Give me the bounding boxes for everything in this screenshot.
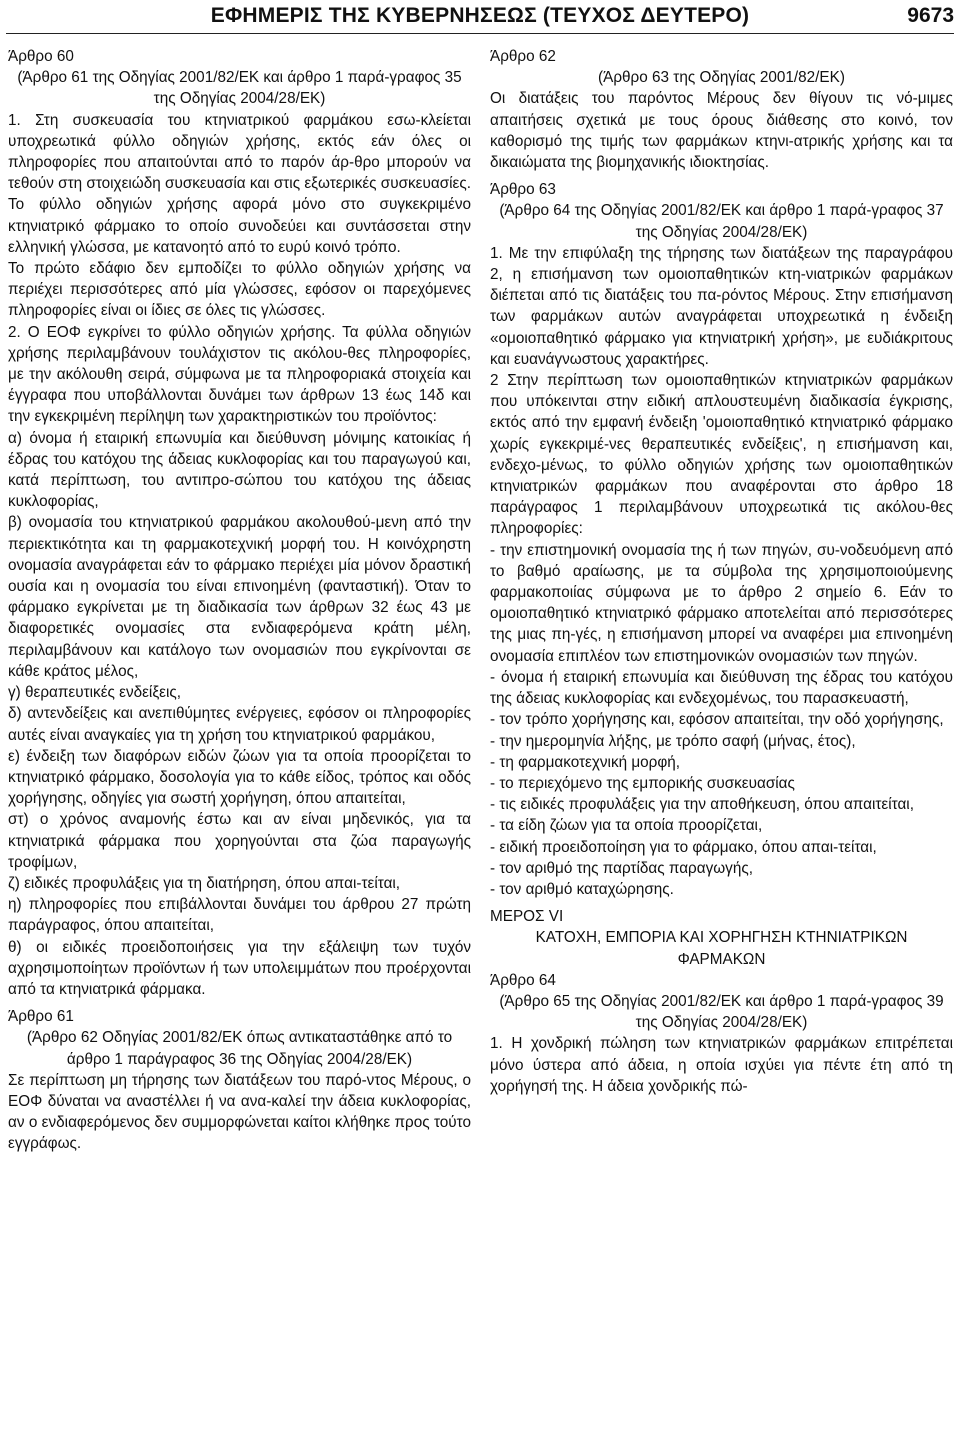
article-60-item-th: θ) οι ειδικές προειδοποιήσεις για την εξάλειψη των τυχόν αχρησιμοποίητων προϊόντων ή των υπολειμμάτων που προέρχονται από τα κτηνιατρικά φάρμακα. (8, 938, 471, 998)
article-63-item-11: - τον αριθμό καταχώρησης. (490, 880, 674, 898)
article-63-item-4: - την ημερομηνία λήξης, με τρόπο σαφή (μήνας, έτος), (490, 732, 856, 750)
article-62-reference: (Άρθρο 63 της Οδηγίας 2001/82/ΕΚ) (598, 69, 845, 87)
page-number: 9673 (907, 4, 954, 27)
article-63-item-3: - τον τρόπο χορήγησης και, εφόσον απαιτείται, την οδό χορήγησης, (490, 711, 944, 729)
article-63-reference: (Άρθρο 64 της Οδηγίας 2001/82/ΕΚ και άρθρο 1 παρά-γραφος 37 της Οδηγίας 2004/28/ΕΚ) (499, 202, 944, 241)
article-64-paragraph-1: 1. Η χονδρική πώληση των κτηνιατρικών φαρμάκων επιτρέπεται μόνο ύστερα από άδεια, η οποία ισχύει για πέντε έτη από τη χορήγησή της. Η άδεια χονδρικής πώ- (490, 1035, 953, 1095)
article-61-title: Άρθρο 61 (8, 1008, 74, 1026)
article-60-paragraph-2: Το πρώτο εδάφιο δεν εμποδίζει το φύλλο οδηγιών χρήσης να περιέχει περισσότερες από μία γλώσσες, εφόσον οι παρεχόμενες πληροφορίες είναι οι ίδιες σε όλες τις γλώσσες. (8, 260, 471, 320)
article-63-item-6: - το περιεχόμενο της εμπορικής συσκευασίας (490, 774, 795, 792)
article-62-title: Άρθρο 62 (490, 48, 556, 65)
article-63-title: Άρθρο 63 (490, 181, 556, 199)
article-62-paragraph-1: Οι διατάξεις του παρόντος Μέρους δεν θίγουν τις νό-μιμες απαιτήσεις σχετικά με τους όρους διάθεσης στο κοινό, τον καθορισμό της τιμής των φαρμάκων κτηνι-ατρικής χρήσης και τα δικαιώματα της βιομηχανικής ιδιοκτησίας. (490, 90, 953, 172)
article-63-item-7: - τις ειδικές προφυλάξεις για την αποθήκευση, όπου απαιτείται, (490, 796, 914, 814)
left-column (8, 46, 471, 1426)
article-63-item-9: - ειδική προειδοποίηση για το φάρμακο, όπου απαι-τείται, (490, 838, 877, 856)
article-60-item-d: δ) αντενδείξεις και ανεπιθύμητες ενέργειες, εφόσον οι πληροφορίες αυτές είναι αναγκαίες για τη χρήση του κτηνιατρικού φαρμάκου, (8, 705, 471, 744)
part-vi-title: ΜΕΡΟΣ VI (490, 908, 564, 926)
article-63-item-5: - τη φαρμακοτεχνική μορφή, (490, 753, 681, 771)
right-column (490, 46, 953, 1426)
article-60-item-e: ε) ένδειξη των διαφόρων ειδών ζώων για τα οποία προορίζεται το κτηνιατρικό φάρμακο, δοσολογία για το κάθε είδος, τρόπος και οδός χορήγησης, οδηγίες για σωστή χορήγηση, όπου απαιτείται, (8, 747, 471, 808)
article-60-paragraph-3: 2. Ο ΕΟΦ εγκρίνει το φύλλο οδηγιών χρήσης. Τα φύλλα οδηγιών χρήσης περιλαμβάνουν τουλάχιστον τις ακόλου-θες πληροφορίες, με την ακόλουθη σειρά, σύμφωνα με τα πληροφοριακά στοιχεία και έγγραφα που υποβάλλονται δυνάμει των άρθρων 13 έως 14δ και την εγκεκριμένη περίληψη των χαρακτηριστικών του προϊόντος: (8, 323, 471, 426)
article-60-item-c: γ) θεραπευτικές ενδείξεις, (8, 684, 182, 702)
article-63-paragraph-2: 2 Στην περίπτωση των ομοιοπαθητικών κτηνιατρικών φαρμάκων που υπόκεινται στην ειδική απλουστευμένη διαδικασία έγκρισης, εκτός από την εμφανή ένδειξη 'ομοιοπαθητικό κτηνιατρικό φάρμακο χωρίς εγκεκριμέ-νες θεραπευτικές ενδείξεις', η επισήμανση και, ενδεχο-μένως, το φύλλο οδηγιών χρήσης των ομοιοπαθητικών κτηνιατρικών φαρμάκων που αναφέρονται στο άρθρο 18 παράγραφος 1 περιλαμβάνουν υποχρεωτικά τις ακόλου-θες πληροφορίες: (490, 372, 953, 538)
article-63-item-8: - τα είδη ζώων για τα οποία προορίζεται, (490, 817, 763, 835)
article-60-item-st: στ) ο χρόνος αναμονής έστω και αν είναι μηδενικός, για τα κτηνιατρικά φάρμακα που χορηγούνται στα ζώα παραγωγής τροφίμων, (8, 811, 471, 871)
article-64-title: Άρθρο 64 (490, 971, 556, 989)
article-60-item-b: β) ονομασία του κτηνιατρικού φαρμάκου ακολουθού-μενη από την περιεκτικότητα και τη φαρμακοτεχνική μορφή του. Η κοινόχρηστη ονομασία αναγράφεται εάν το φάρμακο περιέχει μία μόνον δραστική ουσία και η ονομασία του είναι επινοημένη (φανταστική). Όταν το φάρμακο εγκρίνεται με τη διαδικασία των άρθρων 32 έως 43 με διαφορετικές ονομασίες στα ενδιαφερόμενα κράτη μέλη, περιλαμβάνουν και κατάλογο των ονομασιών που εγκρίνονται σε κάθε κράτος μέλος, (8, 514, 471, 680)
part-vi-heading: ΚΑΤΟΧΗ, ΕΜΠΟΡΙΑ ΚΑΙ ΧΟΡΗΓΗΣΗ ΚΤΗΝΙΑΤΡΙΚΩΝ ΦΑΡΜΑΚΩΝ (535, 929, 908, 968)
article-63-paragraph-1: 1. Με την επιφύλαξη της τήρησης των διατάξεων της παραγράφου 2, η επισήμανση των ομοιοπαθητικών κτη-νιατρικών φαρμάκων διέπεται από τις διατάξεις του πα-ρόντος Μέρους. Στην επισήμανση των φαρμάκων αυτών αναγράφεται υποχρεωτικά η ένδειξη «ομοιοπαθητικό φάρμακο για κτηνιατρική χρήση», με ευδιάκριτους και ευανάγνωστους χαρακτήρες. (490, 244, 953, 368)
article-60-item-z: ζ) ειδικές προφυλάξεις για τη διατήρηση, όπου απαι-τείται, (8, 874, 401, 892)
article-60-paragraph-1: 1. Στη συσκευασία του κτηνιατρικού φαρμάκου εσω-κλείεται υποχρεωτικά φύλλο οδηγιών χρήσης, εκτός εάν όλες οι πληροφορίες που απαιτούνται από το παρόν άρ-θρο μπορούν να τεθούν στη στοιχειώδη συσκευασία και στις εξωτερικές συσκευασίες. Το φύλλο οδηγιών χρήσης αφορά μόνο στο συγκεκριμένο κτηνιατρικό φάρμακο το οποίο συνοδεύει και συντάσσεται στην ελληνική γλώσσα, με κατανοητό από το ευρύ κοινό τρόπο. (8, 111, 471, 256)
page-header (6, 2, 954, 32)
header-rule (6, 33, 954, 34)
article-60-reference: (Άρθρο 61 της Οδηγίας 2001/82/ΕΚ και άρθρο 1 παρά-γραφος 35 της Οδηγίας 2004/28/ΕΚ) (17, 69, 462, 108)
article-63-item-10: - τον αριθμό της παρτίδας παραγωγής, (490, 859, 753, 877)
article-61-paragraph-1: Σε περίπτωση μη τήρησης των διατάξεων του παρό-ντος Μέρους, ο ΕΟΦ δύναται να αναστέλλει ή να ανα-καλεί την άδεια κυκλοφορίας, αν ο ενδιαφερόμενος δεν συμμορφώνεται καίτοι κλήθηκε προς τούτο εγγράφως. (8, 1071, 471, 1153)
article-63-item-2: - όνομα ή εταιρική επωνυμία και διεύθυνση της έδρας του κατόχου της άδειας κυκλοφορίας και ενδεχομένως, του παρασκευαστή, (490, 668, 953, 708)
article-64-reference: (Άρθρο 65 της Οδηγίας 2001/82/ΕΚ και άρθρο 1 παρά-γραφος 39 της Οδηγίας 2004/28/ΕΚ) (499, 992, 944, 1032)
article-61-reference: (Άρθρο 62 Οδηγίας 2001/82/ΕΚ όπως αντικαταστάθηκε από το άρθρο 1 παράγραφος 36 της Οδηγίας 2004/28/ΕΚ) (26, 1029, 453, 1068)
article-63-item-1: - την επιστημονική ονομασία της ή των πηγών, συ-νοδευόμενη από το βαθμό αραίωσης, με τα σύμβολα της χρησιμοποιούμενης φαρμακοποιίας σύμφωνα με το άρθρο 2 σημείο 6. Εάν το ομοιοπαθητικό κτηνιατρικό φάρμακο αποτελείται από περισσότερες της μιας πη-γές, η επισήμανση μπορεί να αναφέρει μια επινοημένη ονομασία επιπλέον των επιστημονικών ονομασιών των πηγών. (490, 541, 953, 665)
article-60-item-a: α) όνομα ή εταιρική επωνυμία και διεύθυνση μόνιμης κατοικίας ή έδρας του κατόχου της άδειας κυκλοφορίας και του παραγωγού και, κατά περίπτωση, του αντιπρο-σώπου του κατόχου της άδειας κυκλοφορίας, (8, 429, 471, 511)
article-60-item-h: η) πληροφορίες που επιβάλλονται δυνάμει του άρθρου 27 πρώτη παράγραφος, όπου απαιτείται, (8, 896, 471, 935)
journal-title: ΕΦΗΜΕΡΙΣ ΤΗΣ ΚΥΒΕΡΝΗΣΕΩΣ (ΤΕΥΧΟΣ ΔΕΥΤΕΡΟ) (210, 4, 750, 27)
article-60-title: Άρθρο 60 (8, 48, 74, 65)
